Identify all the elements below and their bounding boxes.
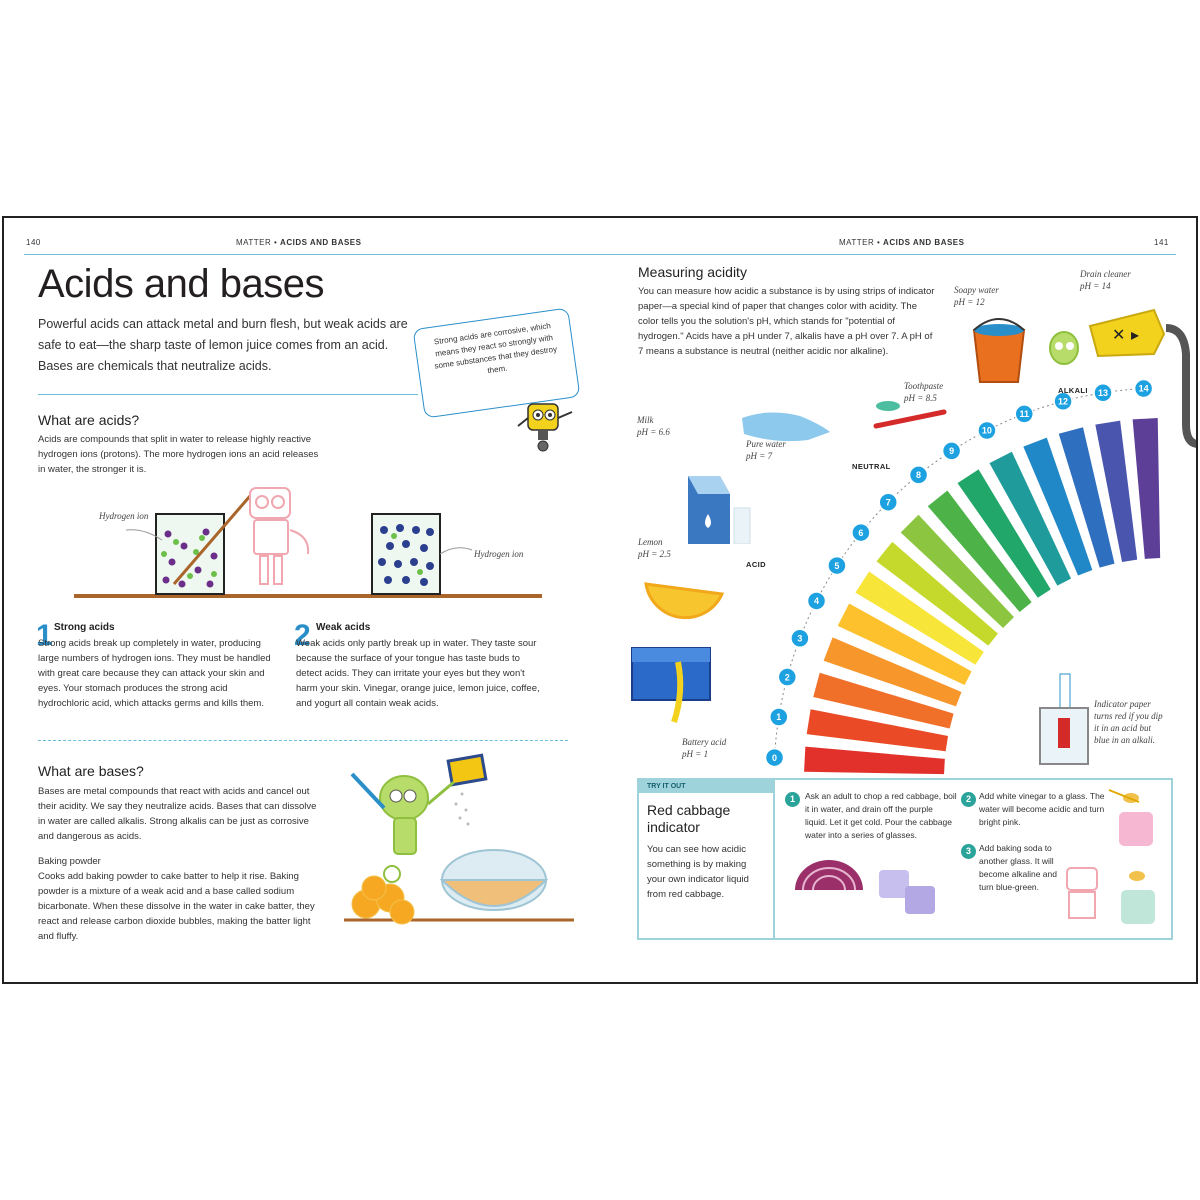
ph-strip-0 [804,747,945,775]
intro-text: Powerful acids can attack metal and burn flesh, but weak acids are safe to eat—the sharp taste of lemon juice comes from an acid. Bases are chemicals that neutralize acids. [38,317,408,373]
milk-label: Milk pH = 6.6 [637,415,670,437]
ph-number-1 [770,708,788,726]
step-1-text: Ask an adult to chop a red cabbage, boil it in water, and drain off the purple liquid. Let it get cold. Pour the cabbage water into a series of glasses. [805,791,957,840]
baking-powder-heading: Baking powder [38,856,101,867]
svg-text:4: 4 [813,596,820,607]
lemon-label: Lemon pH = 2.5 [638,537,671,559]
bases-divider [38,740,568,741]
soapy-water-bucket-icon [964,312,1084,392]
measuring-text: You can measure how acidic a substance is by using strips of indicator paper—a special kind of paper that changes color with acidity. The color tells you the solution's pH, which stands for "potential of hydrogen." Acids have a pH under 7, alkalis have a pH over 7. A pH of 7 means a substance is neutral (neither acidic nor alkaline). [638,286,935,357]
acids-heading: What are acids? [38,412,140,428]
measuring-heading: Measuring acidity [638,264,747,280]
svg-text:9: 9 [949,446,955,457]
svg-text:8: 8 [916,470,922,481]
try-it-title: Red cabbage indicator [647,802,731,835]
drain-cleaner-icon [1084,294,1198,454]
battery-icon [626,638,726,738]
ph-number-0 [766,749,784,767]
svg-text:12: 12 [1058,396,1069,407]
acid-label: ACID [746,560,766,569]
ph-number-3 [791,629,809,647]
svg-text:13: 13 [1097,388,1108,399]
neutral-label: NEUTRAL [852,462,891,471]
svg-text:5: 5 [834,560,840,571]
svg-text:2: 2 [784,672,790,683]
try-it-intro: You can see how acidic something is by making your own indicator liquid from red cabbage. [647,844,749,900]
battery-acid-label: Battery acid pH = 1 [682,737,727,759]
svg-text:11: 11 [1019,409,1029,420]
ph-number-8 [910,466,928,484]
ph-number-7 [879,493,897,511]
lemon-icon [640,564,730,644]
pure-water-label: Pure water pH = 7 [746,439,786,461]
robot-small-icon [514,390,578,460]
hydrogen-ion-label-2: Hydrogen ion [474,549,524,559]
left-running-head: MATTER • ACIDS AND BASES [236,238,362,247]
strong-acids-heading: Strong acids [54,622,115,633]
weak-acids-heading: Weak acids [316,622,371,633]
right-page-number: 141 [1154,238,1169,247]
hydrogen-ion-label-1: Hydrogen ion [99,511,149,521]
step-2-number: 2 [961,792,976,807]
ph-number-4 [808,592,826,610]
alkali-label: ALKALI [1058,386,1088,395]
intro-divider [38,394,418,395]
svg-text:3: 3 [797,633,803,644]
book-spread [2,216,1198,984]
step-2-text: Add white vinegar to a glass. The water will become acidic and turn bright pink. [979,791,1105,827]
baking-powder-text: Cooks add baking powder to cake batter to help it rise. Baking powder is a mixture of a weak acid and a base called sodium bicarbonate. When these dissolve in the water in cake batter, they react and release carbon dioxide bubbles, making the batter light and fluffy. [38,871,315,942]
ph-number-2 [778,668,796,686]
indicator-paper-beaker-icon [1034,668,1094,768]
ph-number-11 [1015,405,1033,423]
toothpaste-icon [870,394,950,434]
ph-number-10 [978,422,996,440]
step-1-number: 1 [785,792,800,807]
svg-text:6: 6 [858,527,864,538]
drain-cleaner-label: Drain cleaner pH = 14 [1080,269,1131,291]
left-page-number: 140 [26,238,41,247]
step-3-text: Add baking soda to another glass. It will become alkaline and turn blue-green. [979,843,1057,892]
speech-bubble-text: Strong acids are corrosive, which means they react so strongly with some substances that they destroy them. [433,321,558,376]
milk-and-water-illustration [680,404,860,544]
try-it-out-box [637,778,1173,940]
beakers-illustration [64,484,554,604]
page-title: Acids and bases [38,262,325,306]
toothpaste-label: Toothpaste pH = 8.5 [904,381,944,403]
header-rule [24,254,1176,255]
try-it-out-tag: TRY IT OUT [639,780,773,793]
vinegar-and-soda-illustration [1049,788,1167,936]
try-it-divider [773,780,775,938]
svg-text:10: 10 [981,425,992,436]
acids-text: Acids are compounds that split in water to release highly reactive hydrogen ions (protons). The more hydrogen ions an acid releases in water, the stronger it is. [38,434,319,475]
bases-heading: What are bases? [38,763,144,779]
indicator-paper-label: Indicator paper turns red if you dip it in an acid but blue in an alkali. [1094,699,1163,745]
strong-acids-number: 1 [36,619,53,652]
cabbage-and-glasses-illustration [789,850,965,936]
step-3-number: 3 [961,844,976,859]
svg-text:7: 7 [885,497,891,508]
strong-acids-text: Strong acids break up completely in water, producing large numbers of hydrogen ions. They must be handled with great care because they can attack your skin and eyes. Your stomach produces the strong acid hydrochloric acid, which attacks germs and kills them. [38,638,271,709]
svg-text:0: 0 [772,752,778,763]
bases-text: Bases are metal compounds that react with acids and cancel out their acidity. We say they neutralize acids. Bases that can dissolve in water are called alkalis. Strong alkalis can be just as corrosive and dangerous as acids. [38,786,317,842]
ph-number-9 [943,442,961,460]
soapy-water-label: Soapy water pH = 12 [954,285,999,307]
ph-number-5 [828,557,846,575]
svg-text:✕ ▸: ✕ ▸ [1112,325,1140,344]
svg-text:14: 14 [1138,383,1149,394]
weak-acids-number: 2 [294,619,311,652]
svg-text:1: 1 [776,712,782,723]
weak-acids-text: Weak acids only partly break up in water. They taste sour because the surface of your tongue has taste buds to detect acids. They can irritate your eyes but they won't harm your skin. Vinegar, orange juice, lemon juice, coffee, and yogurt all contain weak acids. [296,638,540,709]
right-running-head: MATTER • ACIDS AND BASES [839,238,965,247]
baking-illustration [344,752,574,932]
